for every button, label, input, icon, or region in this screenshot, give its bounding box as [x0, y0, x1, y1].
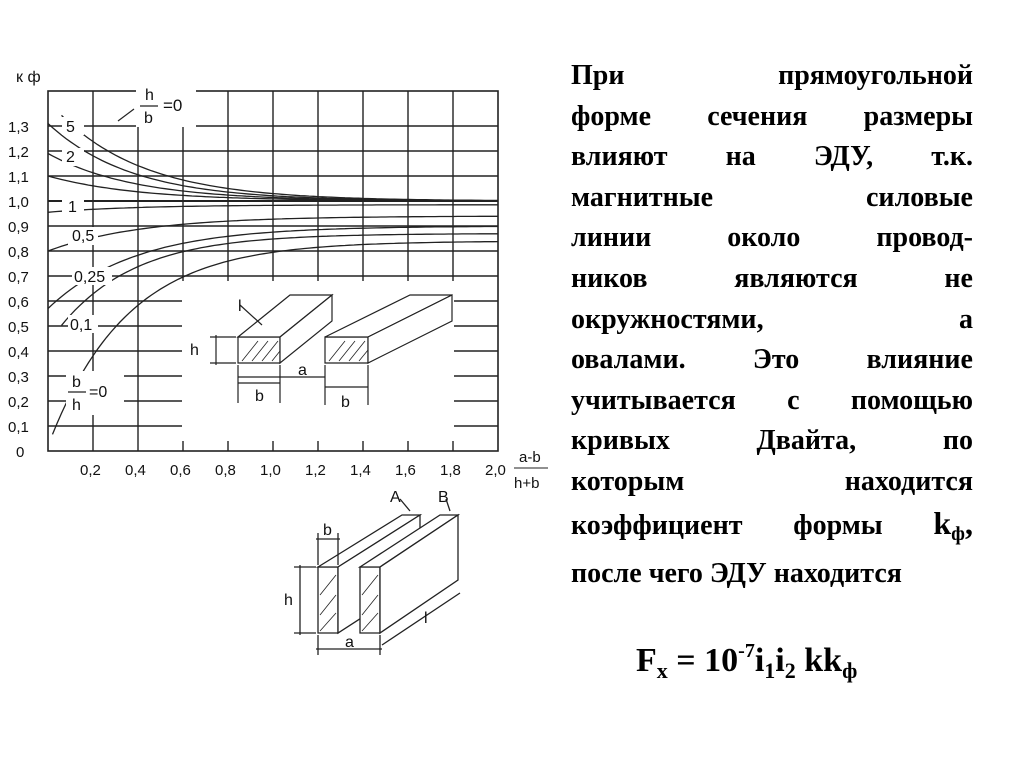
curve-label-0-5: 0,5: [72, 228, 95, 245]
x-axis-title: [514, 449, 548, 492]
y-tick-label: 0: [16, 444, 25, 461]
text-line: которым находится: [571, 465, 973, 497]
text-line: влияют на ЭДУ, т.к.: [571, 141, 973, 173]
text-line: ников являются не: [571, 262, 973, 294]
y-tick-label: 1,2: [8, 144, 29, 161]
curve-label-2: 2: [66, 149, 75, 166]
y-axis-title: к ф: [16, 69, 41, 86]
top-frac-num: h: [145, 87, 154, 104]
channel-label-a: a: [345, 634, 354, 651]
curve-label-0-1: 0,1: [70, 317, 93, 334]
inset-two-bars: [182, 281, 454, 441]
x-tick-labels: [80, 462, 506, 479]
curve-label-0-25: 0,25: [74, 269, 106, 286]
x-tick-label: 1,8: [440, 462, 461, 479]
channel-label-b: b: [323, 522, 332, 539]
text-line: овалами. Это влияние: [571, 344, 973, 376]
text-line: форме сечения размеры: [571, 100, 973, 132]
x-tick-label: 0,4: [125, 462, 146, 479]
x-axis-title-num: a-b: [519, 449, 541, 466]
explanation-text: [571, 56, 973, 595]
inset-b2-label: b: [341, 394, 350, 411]
channel-label-h: h: [284, 592, 293, 609]
inset-l-label: l: [238, 298, 242, 315]
text-line: При прямоугольной: [571, 60, 973, 91]
x-tick-label: 0,8: [215, 462, 236, 479]
y-tick-label: 0,7: [8, 269, 29, 286]
channel-label-l: l: [424, 610, 428, 627]
top-fraction-leader: [118, 109, 134, 121]
bottom-frac-eq: =0: [89, 384, 108, 401]
top-fraction-label: [136, 85, 196, 127]
y-tick-label: 0,2: [8, 394, 29, 411]
text-line: учитывается с помощью: [571, 384, 973, 416]
inset-b1-label: b: [255, 388, 264, 405]
x-tick-label: 0,2: [80, 462, 101, 479]
x-tick-label: 1,4: [350, 462, 371, 479]
channel-bars-drawing: [294, 499, 460, 655]
y-tick-label: 0,9: [8, 219, 29, 236]
y-tick-label: 1,3: [8, 119, 29, 136]
text-line: окружностями, а: [571, 303, 973, 335]
x-tick-label: 2,0: [485, 462, 506, 479]
text-line: после чего ЭДУ находится: [571, 558, 902, 590]
y-tick-label: 0,5: [8, 319, 29, 336]
y-tick-label: 0,1: [8, 419, 29, 436]
x-axis-title-den: h+b: [514, 475, 540, 492]
channel-label-B: B: [438, 489, 449, 506]
y-tick-labels: [8, 119, 29, 461]
text-line: линии около провод-: [571, 222, 973, 254]
top-frac-eq: =0: [163, 96, 183, 115]
text-line-kf: [571, 503, 973, 555]
inset-h-label: h: [190, 342, 199, 359]
x-tick-label: 1,0: [260, 462, 281, 479]
y-tick-label: 1,1: [8, 169, 29, 186]
dwight-curves-figure: [0, 55, 560, 655]
x-tick-label: 0,6: [170, 462, 191, 479]
kf-prefix: коэффициент формы: [571, 509, 883, 541]
curve-h-b-0: [62, 115, 499, 200]
y-tick-label: 0,3: [8, 369, 29, 386]
y-tick-label: 1,0: [8, 194, 29, 211]
x-tick-label: 1,6: [395, 462, 416, 479]
top-frac-den: b: [144, 110, 153, 127]
y-tick-label: 0,8: [8, 244, 29, 261]
text-line: магнитные силовые: [571, 181, 973, 213]
bottom-frac-den: h: [72, 397, 81, 414]
inset-a-label: a: [298, 362, 307, 379]
curve-label-1: 1: [68, 199, 77, 216]
bottom-fraction-label: [66, 371, 124, 415]
bottom-frac-num: b: [72, 374, 81, 391]
text-line: кривых Двайта, по: [571, 425, 973, 457]
curve-label-5: 5: [66, 119, 75, 136]
kf-symbol: $k_ф$,: [933, 504, 973, 545]
x-tick-label: 1,2: [305, 462, 326, 479]
channel-label-A: A: [390, 489, 401, 506]
force-formula: $F_x = 10^{-7}i_1i_2$ $kk_ф$: [636, 640, 858, 683]
y-tick-label: 0,4: [8, 344, 29, 361]
dwight-curves-svg: [0, 55, 560, 655]
y-tick-label: 0,6: [8, 294, 29, 311]
